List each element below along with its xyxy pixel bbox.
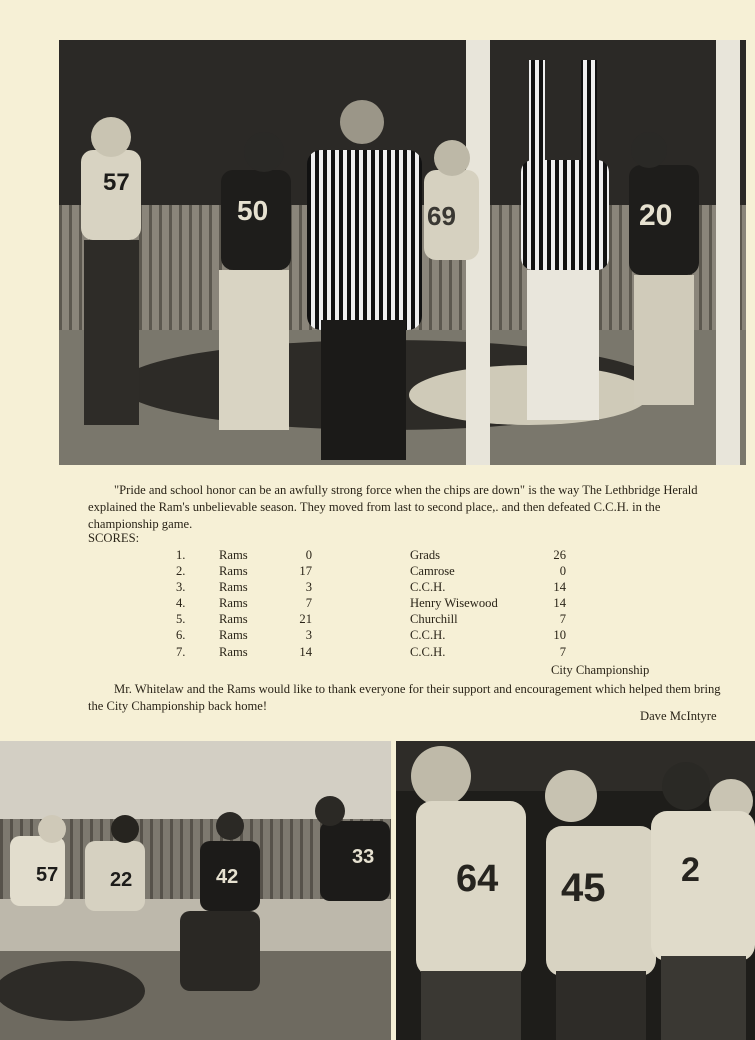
opponent-name: C.C.H. — [410, 628, 446, 642]
jersey-number: 69 — [427, 201, 456, 231]
score-row — [0, 612, 755, 628]
score-row — [0, 580, 755, 596]
score-row — [0, 596, 755, 612]
opponent-name: C.C.H. — [410, 645, 446, 659]
opponent-name: Churchill — [410, 612, 458, 626]
team-score: 0 — [305, 548, 312, 562]
team-score: 21 — [299, 612, 312, 626]
game-number: 6. — [176, 628, 186, 642]
team-score: 14 — [299, 645, 312, 659]
team-score: 17 — [299, 564, 312, 578]
opponent-score: 14 — [553, 596, 566, 610]
score-row — [0, 645, 755, 661]
team-name: Rams — [219, 645, 248, 659]
opponent-name: C.C.H. — [410, 580, 446, 594]
opponent-name: Grads — [410, 548, 441, 562]
football-game-photo-top — [59, 40, 746, 465]
game-number: 4. — [176, 596, 186, 610]
score-row — [0, 628, 755, 644]
opponent-score: 0 — [559, 564, 566, 578]
opponent-score: 7 — [559, 612, 566, 626]
jersey-number: 22 — [110, 869, 133, 891]
team-name: Rams — [219, 564, 248, 578]
opponent-score: 10 — [553, 628, 566, 642]
football-players-photo-bottom-right — [396, 741, 755, 1040]
jersey-number: 2 — [681, 851, 700, 889]
team-score: 7 — [305, 596, 312, 610]
score-row — [0, 564, 755, 580]
jersey-number: 20 — [639, 199, 673, 232]
jersey-number: 42 — [216, 866, 239, 888]
opponent-name: Camrose — [410, 564, 455, 578]
game-number: 2. — [176, 564, 186, 578]
team-name: Rams — [219, 612, 248, 626]
opponent-name: Henry Wisewood — [410, 596, 498, 610]
football-game-photo-bottom-left — [0, 741, 391, 1040]
scores-label: SCORES: — [88, 531, 140, 545]
game-number: 1. — [176, 548, 186, 562]
author-credit: Dave McIntyre — [640, 709, 717, 723]
intro-paragraph — [88, 482, 728, 533]
opponent-score: 7 — [559, 645, 566, 659]
jersey-number: 33 — [352, 846, 375, 868]
game-number: 7. — [176, 645, 186, 659]
game-number: 5. — [176, 612, 186, 626]
score-row — [0, 548, 755, 564]
jersey-number: 57 — [103, 169, 130, 196]
team-score: 3 — [305, 580, 312, 594]
jersey-number: 45 — [561, 866, 606, 910]
thanks-text: Mr. Whitelaw and the Rams would like to thank everyone for their support and encouragement which helped them bring the City Championship back home! — [88, 682, 721, 713]
intro-text: "Pride and school honor can be an awfully strong force when the chips are down" is the way The Lethbridge Herald explained the Ram's unbelievable season. They moved from last to second place,. and then defeated C.C.H. in the championship game. — [88, 483, 698, 531]
thanks-paragraph — [88, 681, 728, 715]
jersey-number: 64 — [456, 858, 499, 900]
team-score: 3 — [305, 628, 312, 642]
opponent-score: 26 — [553, 548, 566, 562]
game-number: 3. — [176, 580, 186, 594]
team-name: Rams — [219, 580, 248, 594]
jersey-number: 50 — [237, 195, 269, 226]
team-name: Rams — [219, 548, 248, 562]
team-name: Rams — [219, 628, 248, 642]
opponent-score: 14 — [553, 580, 566, 594]
jersey-number: 57 — [36, 864, 59, 886]
team-name: Rams — [219, 596, 248, 610]
city-championship-label: City Championship — [551, 663, 650, 677]
